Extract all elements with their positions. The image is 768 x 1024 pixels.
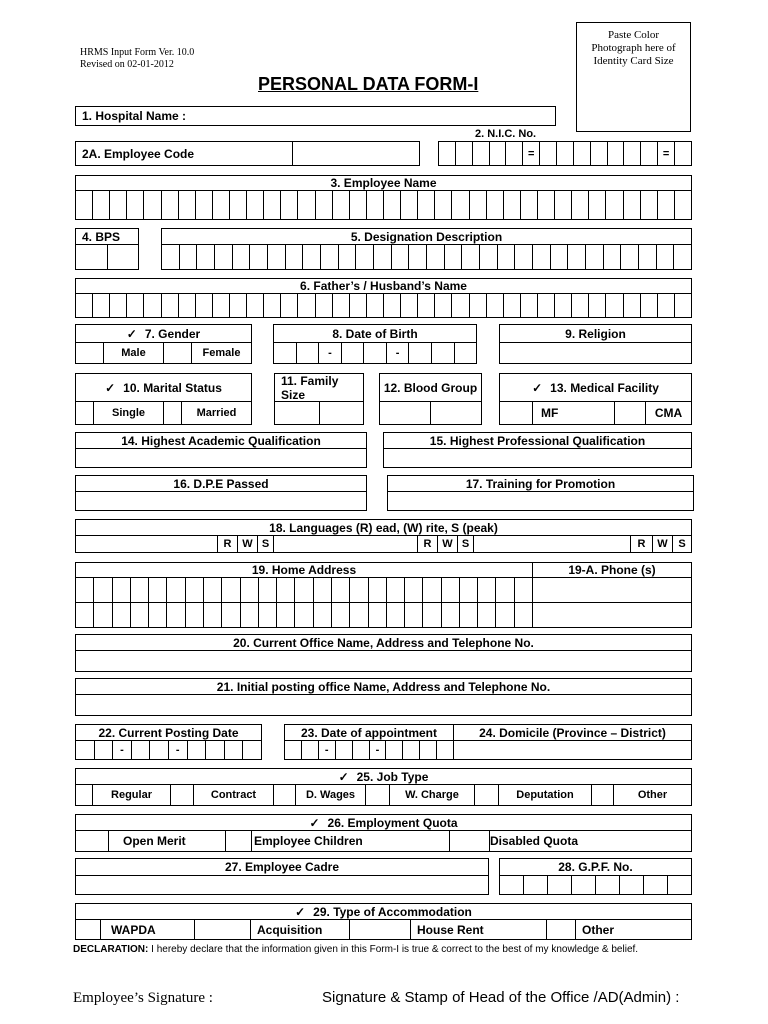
blood-group-cells[interactable]: [379, 401, 482, 425]
head-signature-label: Signature & Stamp of Head of the Office /AD(Admin) :: [322, 989, 680, 1006]
gender-header: ✓ 7. Gender: [75, 324, 252, 343]
lang-2-speak[interactable]: S: [458, 536, 474, 552]
married-checkbox[interactable]: [164, 402, 182, 424]
gpf-cells[interactable]: [499, 875, 692, 895]
professional-header: 15. Highest Professional Qualification: [383, 432, 692, 449]
academic-field[interactable]: [75, 448, 367, 468]
declaration-text: I hereby declare that the information given in this Form-I is true & correct to the best of my knowledge & belief.: [151, 944, 639, 955]
family-size-cells[interactable]: [274, 401, 364, 425]
training-field[interactable]: [387, 491, 694, 511]
contract-label: Contract: [194, 785, 274, 805]
check-icon: ✓: [105, 380, 116, 395]
languages-header: 18. Languages (R) ead, (W) rite, S (peak): [75, 519, 692, 536]
gpf-header: 28. G.P.F. No.: [499, 858, 692, 876]
initial-office-field[interactable]: [75, 694, 692, 716]
gender-options[interactable]: [75, 342, 252, 364]
current-office-field[interactable]: [75, 650, 692, 672]
job-type-header: ✓ 25. Job Type: [75, 768, 692, 785]
training-header: 17. Training for Promotion: [387, 475, 694, 492]
check-icon: ✓: [126, 326, 137, 341]
declaration: [73, 944, 638, 955]
appointment-date-cells[interactable]: - -: [284, 740, 454, 760]
open-merit-checkbox[interactable]: [76, 831, 109, 851]
form-version: HRMS Input Form Ver. 10.0: [80, 47, 195, 58]
wapda-label: WAPDA: [101, 920, 195, 939]
single-checkbox[interactable]: [76, 402, 94, 424]
father-name-header: 6. Father’s / Husband’s Name: [75, 278, 692, 294]
declaration-label: DECLARATION:: [73, 944, 149, 955]
deputation-label: Deputation: [499, 785, 592, 805]
employee-code-label: 2A. Employee Code: [82, 146, 195, 161]
language-3-field[interactable]: [474, 536, 631, 552]
marital-header: ✓ 10. Marital Status: [75, 373, 252, 402]
current-office-header: 20. Current Office Name, Address and Telephone No.: [75, 634, 692, 651]
language-2-field[interactable]: [274, 536, 418, 552]
lang-3-write[interactable]: W: [653, 536, 673, 552]
dob-cells[interactable]: - -: [273, 342, 477, 364]
male-checkbox[interactable]: [76, 343, 104, 363]
religion-header: 9. Religion: [499, 324, 692, 343]
quota-header: ✓ 26. Employment Quota: [75, 814, 692, 831]
regular-label: Regular: [93, 785, 171, 805]
accommodation-other-checkbox[interactable]: [547, 920, 576, 939]
designation-header: 5. Designation Description: [161, 228, 692, 245]
female-checkbox[interactable]: [164, 343, 192, 363]
acquisition-label: Acquisition: [251, 920, 350, 939]
professional-field[interactable]: [383, 448, 692, 468]
house-rent-label: House Rent: [411, 920, 547, 939]
check-icon: ✓: [338, 769, 349, 784]
acquisition-checkbox[interactable]: [195, 920, 251, 939]
cma-checkbox[interactable]: [615, 402, 646, 424]
blood-group-header: 12. Blood Group: [379, 373, 482, 402]
check-icon: ✓: [295, 904, 306, 919]
lang-3-read[interactable]: R: [631, 536, 653, 552]
language-1-field[interactable]: [76, 536, 218, 552]
job-type-options[interactable]: [75, 784, 692, 806]
hospital-name-label: 1. Hospital Name :: [82, 109, 187, 123]
lang-2-write[interactable]: W: [438, 536, 458, 552]
charge-label: W. Charge: [390, 785, 475, 805]
hospital-name-field[interactable]: [75, 106, 556, 126]
appointment-date-header: 23. Date of appointment: [284, 724, 454, 741]
employee-name-header: 3. Employee Name: [75, 175, 692, 191]
nic-label: 2. N.I.C. No.: [475, 128, 537, 140]
bps-cells[interactable]: [75, 244, 139, 270]
accommodation-header: ✓ 29. Type of Accommodation: [75, 903, 692, 920]
cadre-header: 27. Employee Cadre: [75, 858, 489, 876]
phone-field-1[interactable]: [532, 577, 692, 603]
page-title: PERSONAL DATA FORM-I: [258, 74, 479, 94]
domicile-field[interactable]: [453, 740, 692, 760]
quota-options[interactable]: [75, 830, 692, 852]
mf-label: MF: [533, 402, 615, 424]
nic-separator: =: [523, 142, 540, 165]
other-label: Other: [637, 789, 668, 801]
medical-header: ✓ 13. Medical Facility: [499, 373, 692, 402]
deputation-checkbox[interactable]: [475, 785, 499, 805]
dpe-field[interactable]: [75, 491, 367, 511]
dpe-header: 16. D.P.E Passed: [75, 475, 367, 492]
marital-options[interactable]: [75, 401, 252, 425]
contract-checkbox[interactable]: [171, 785, 194, 805]
home-address-header: 19. Home Address: [75, 562, 533, 578]
wages-checkbox[interactable]: [274, 785, 296, 805]
home-address-cells-row-2[interactable]: [75, 602, 533, 628]
employee-children-checkbox[interactable]: [226, 831, 252, 851]
accommodation-options[interactable]: [75, 919, 692, 940]
employee-signature-label: Employee’s Signature :: [73, 990, 213, 1006]
lang-1-speak[interactable]: S: [258, 536, 274, 552]
initial-office-header: 21. Initial posting office Name, Address and Telephone No.: [75, 678, 692, 695]
nic-cells[interactable]: [438, 141, 692, 166]
lang-3-speak[interactable]: S: [678, 538, 686, 550]
photo-box[interactable]: Paste Color Photograph here of Identity Card Size: [576, 22, 691, 132]
dob-header: 8. Date of Birth: [273, 324, 477, 343]
regular-checkbox[interactable]: [76, 785, 93, 805]
designation-cells[interactable]: [161, 244, 692, 270]
nic-separator: =: [658, 142, 675, 165]
mf-checkbox[interactable]: [500, 402, 533, 424]
medical-options[interactable]: [499, 401, 692, 425]
posting-date-cells[interactable]: - -: [75, 740, 262, 760]
bps-header: 4. BPS: [75, 228, 139, 245]
female-label: Female: [202, 347, 241, 359]
family-size-header: 11. Family Size: [274, 373, 364, 402]
father-name-cells[interactable]: [75, 293, 692, 318]
open-merit-label: Open Merit: [109, 831, 226, 851]
disabled-quota-checkbox[interactable]: [450, 831, 490, 851]
charge-checkbox[interactable]: [366, 785, 390, 805]
cma-label: CMA: [654, 406, 683, 420]
employee-children-label: Employee Children: [252, 831, 450, 851]
single-label: Single: [94, 402, 164, 424]
lang-2-read[interactable]: R: [418, 536, 438, 552]
employee-code-field[interactable]: [75, 141, 420, 166]
lang-1-read[interactable]: R: [218, 536, 238, 552]
religion-field[interactable]: [499, 342, 692, 364]
home-address-cells-row-1[interactable]: [75, 577, 533, 603]
phone-header: 19-A. Phone (s): [532, 562, 692, 578]
house-rent-checkbox[interactable]: [350, 920, 411, 939]
languages-row[interactable]: [75, 535, 692, 553]
revised-date: Revised on 02-01-2012: [80, 59, 174, 70]
disabled-quota-label: Disabled Quota: [490, 834, 579, 848]
employee-name-cells[interactable]: [75, 190, 692, 220]
check-icon: ✓: [309, 815, 320, 830]
male-label: Male: [104, 343, 164, 363]
posting-date-header: 22. Current Posting Date: [75, 724, 262, 741]
married-label: Married: [196, 407, 237, 419]
wages-label: D. Wages: [296, 785, 366, 805]
academic-header: 14. Highest Academic Qualification: [75, 432, 367, 449]
phone-field-2[interactable]: [532, 602, 692, 628]
lang-1-write[interactable]: W: [238, 536, 258, 552]
check-icon: ✓: [532, 380, 543, 395]
accommodation-other-label: Other: [582, 922, 615, 937]
other-checkbox[interactable]: [592, 785, 614, 805]
cadre-field[interactable]: [75, 875, 489, 895]
domicile-header: 24. Domicile (Province – District): [453, 724, 692, 741]
wapda-checkbox[interactable]: [76, 920, 101, 939]
